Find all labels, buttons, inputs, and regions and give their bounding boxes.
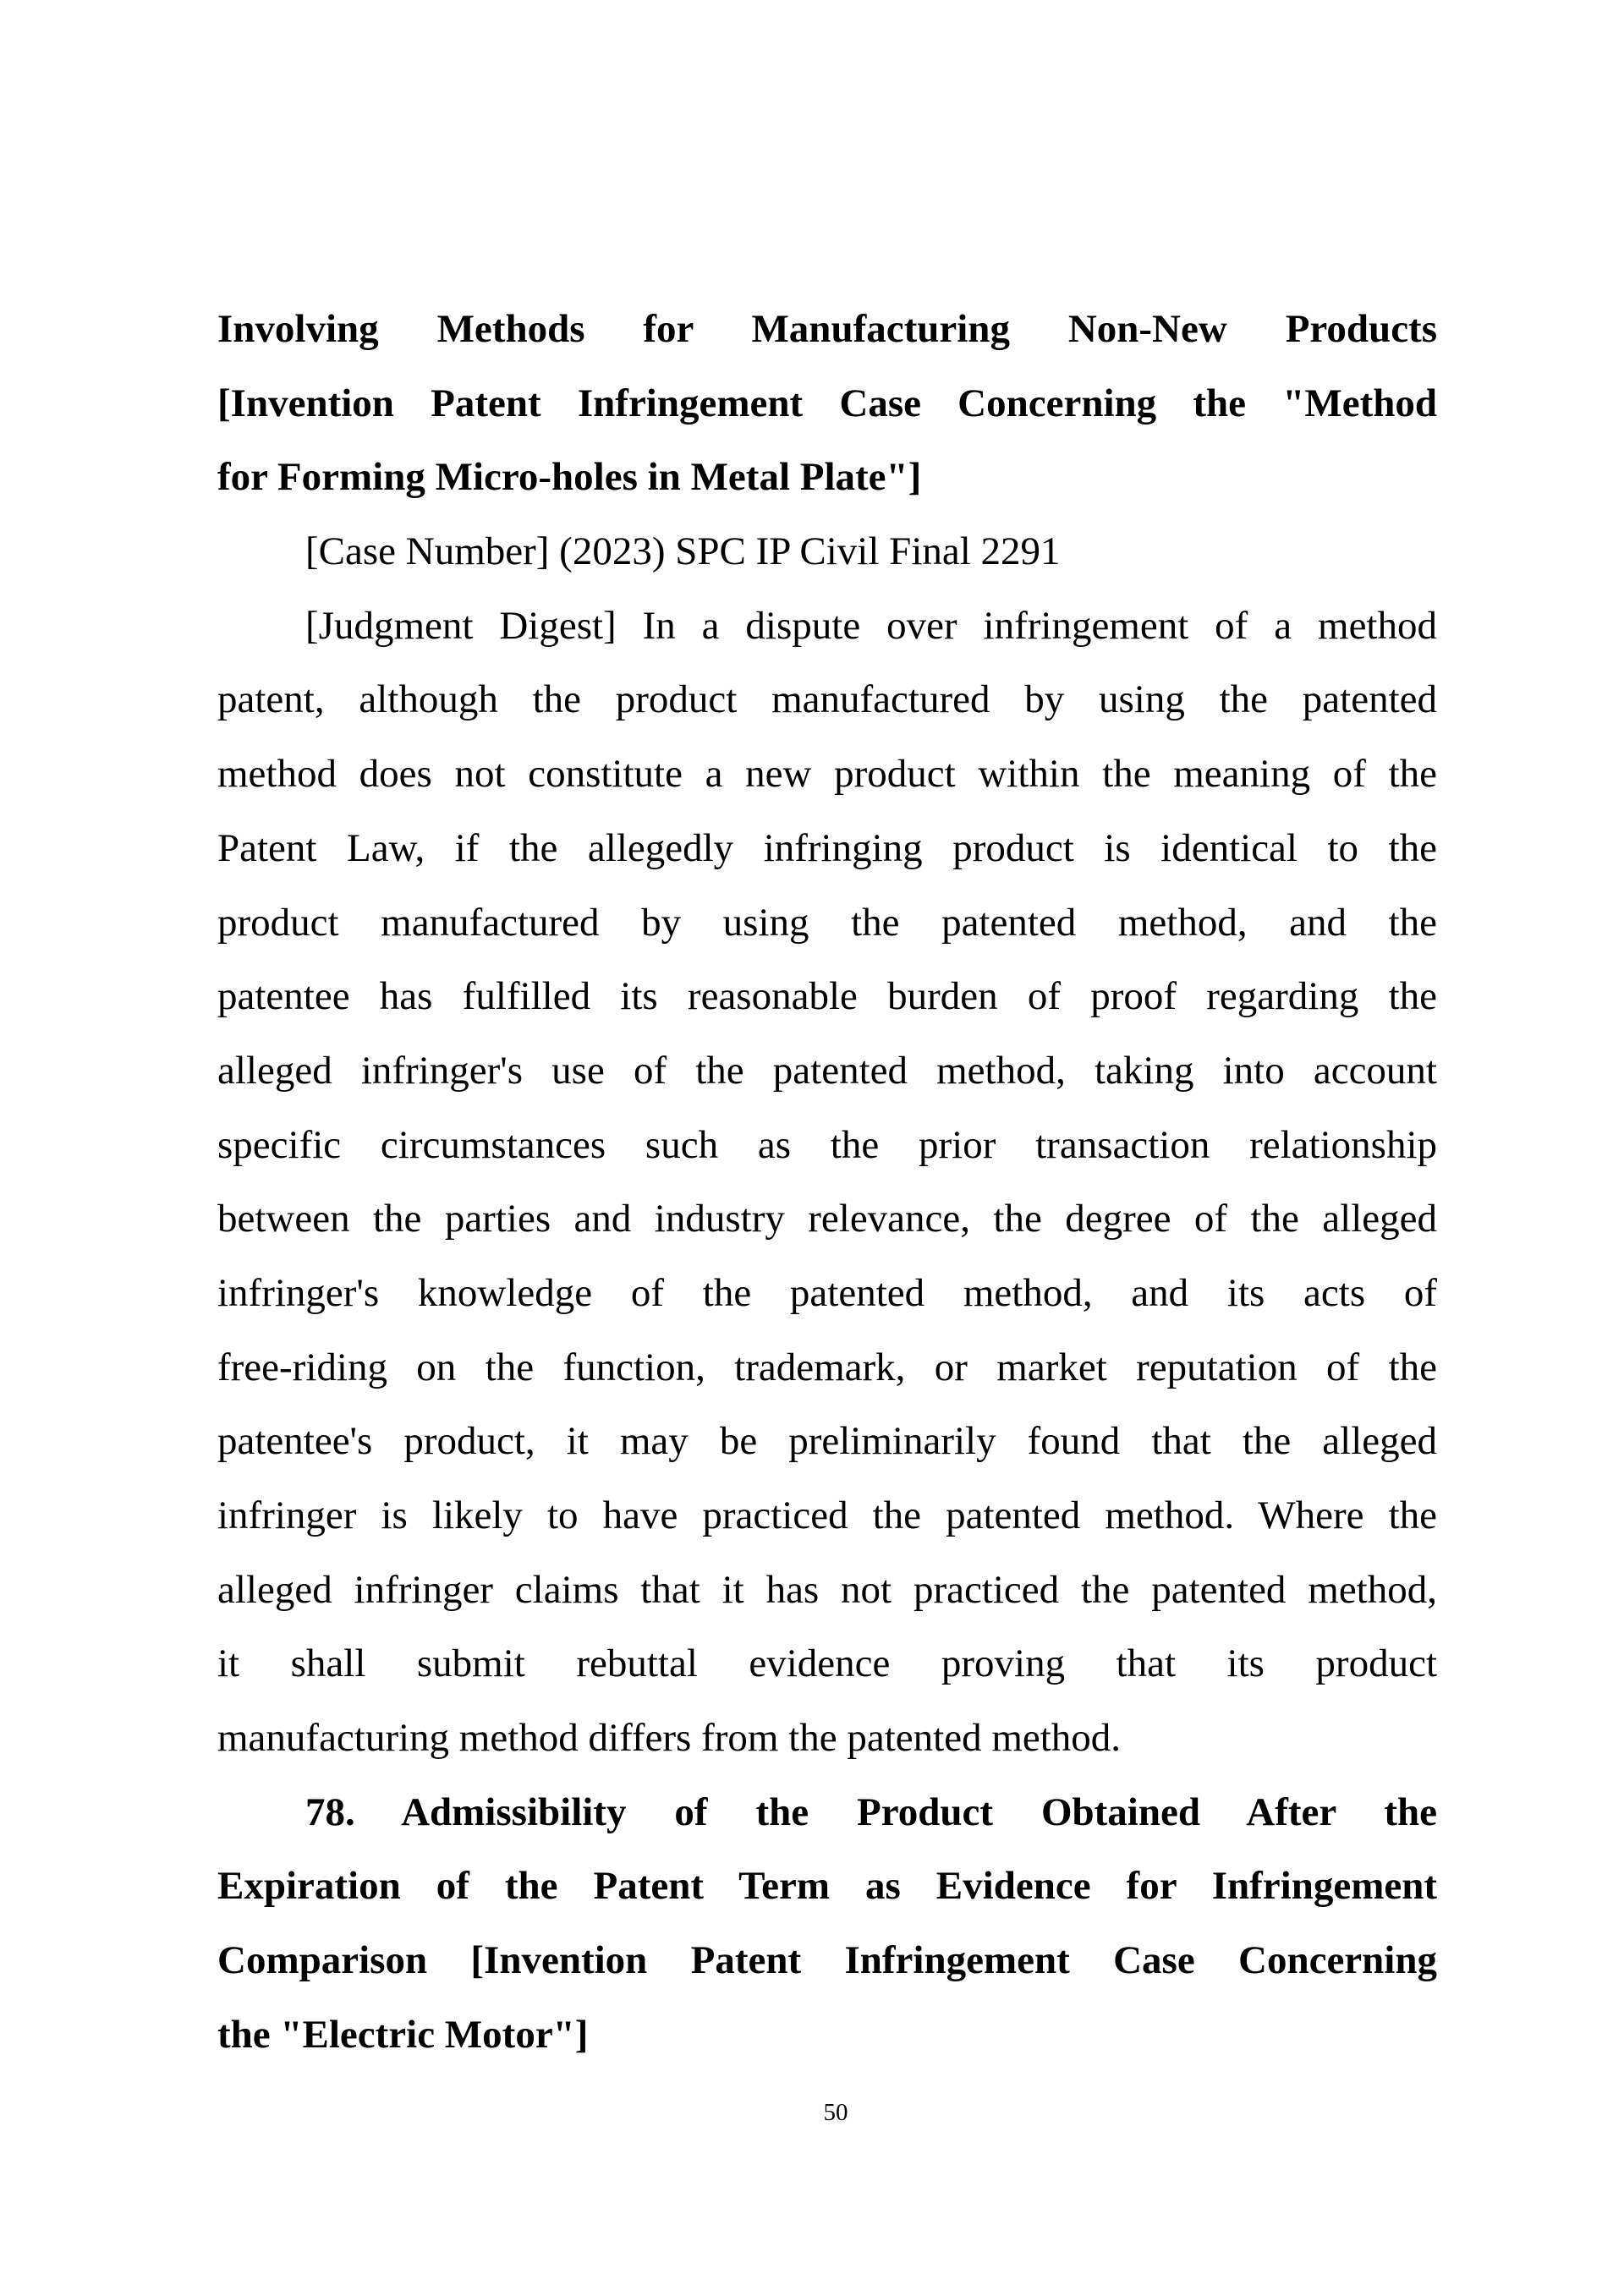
text-line: free-riding on the function, trademark, or market reputation of the <box>217 1345 1437 1389</box>
text-line: Patent Law, if the allegedly infringing product is identical to the <box>217 825 1437 870</box>
text-line: alleged infringer claims that it has not practiced the patented method, <box>217 1567 1437 1612</box>
document-body <box>217 293 1437 2073</box>
text-line: [Invention Patent Infringement Case Concerning the "Method <box>217 381 1437 425</box>
section-heading <box>217 1776 1437 2073</box>
text-line: Expiration of the Patent Term as Evidence for Infringement <box>217 1864 1437 1909</box>
page-number: 50 <box>823 2099 848 2126</box>
text-line: between the parties and industry relevance, the degree of the alleged <box>217 1197 1437 1241</box>
text-line: for Forming Micro-holes in Metal Plate"] <box>217 455 922 500</box>
text-line: method does not constitute a new product within the meaning of the <box>217 752 1437 797</box>
section-heading <box>217 293 1437 515</box>
text-line: [Case Number] (2023) SPC IP Civil Final 2291 <box>305 529 1061 574</box>
text-line: alleged infringer's use of the patented method, taking into account <box>217 1048 1437 1093</box>
text-line: infringer's knowledge of the patented method, and its acts of <box>217 1270 1437 1315</box>
text-line: it shall submit rebuttal evidence proving that its product <box>217 1641 1437 1686</box>
text-line: the "Electric Motor"] <box>217 2012 589 2057</box>
text-line: specific circumstances such as the prior transaction relationship <box>217 1122 1437 1167</box>
paragraph <box>217 589 1437 1776</box>
text-line: patent, although the product manufactured by using the patented <box>217 677 1437 722</box>
text-line: 78. Admissibility of the Product Obtained After the <box>305 1789 1437 1834</box>
text-line: patentee's product, it may be preliminarily found that the alleged <box>217 1419 1437 1464</box>
text-line: Involving Methods for Manufacturing Non-New Products <box>217 307 1437 351</box>
text-line: [Judgment Digest] In a dispute over infringement of a method <box>305 603 1437 648</box>
text-line: product manufactured by using the patented method, and the <box>217 900 1437 945</box>
text-line: Comparison [Invention Patent Infringement Case Concerning <box>217 1938 1437 1983</box>
text-line: patentee has fulfilled its reasonable burden of proof regarding the <box>217 974 1437 1019</box>
text-line: infringer is likely to have practiced the patented method. Where the <box>217 1493 1437 1537</box>
text-line: manufacturing method differs from the patented method. <box>217 1716 1122 1761</box>
paragraph <box>217 515 1437 589</box>
